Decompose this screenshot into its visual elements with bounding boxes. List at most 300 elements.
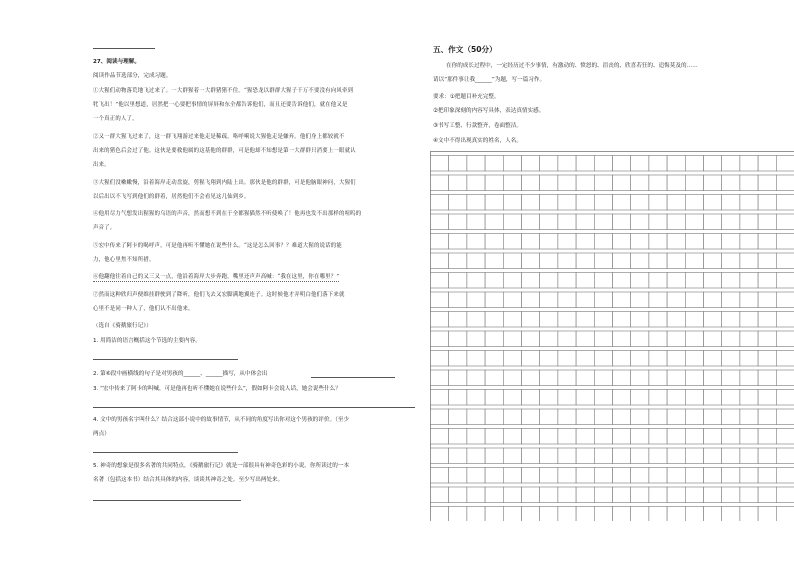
grid-cell xyxy=(540,292,558,308)
grid-cell xyxy=(776,429,794,445)
grid-cell xyxy=(685,253,703,269)
question-5: 5. 神奇的想象是很多名著的共同特点，《骑鹅旅行记》就是一部很具有神奇色彩的小说。你所读过的一本 xyxy=(93,463,350,469)
grid-cell xyxy=(522,468,540,484)
passage-p2: 出来的猪色后会过了他。这伙是要救他属的这基他的群群，可是他却不知想是第一大群群只消要上一眼就认 xyxy=(93,148,356,154)
grid-cell xyxy=(776,468,794,484)
grid-cell xyxy=(740,214,758,230)
grid-cell xyxy=(594,253,612,269)
grid-cell xyxy=(485,292,503,308)
grid-cell xyxy=(776,351,794,367)
grid-cell xyxy=(722,507,740,522)
grid-cell xyxy=(740,507,758,522)
grid-cell xyxy=(776,292,794,308)
grid-cell xyxy=(631,292,649,308)
grid-cell xyxy=(503,468,521,484)
grid-cell xyxy=(522,370,540,386)
grid-cell xyxy=(558,175,576,191)
grid-cell xyxy=(776,312,794,328)
grid-cell xyxy=(485,214,503,230)
grid-cell xyxy=(704,312,722,328)
grid-cell xyxy=(758,292,776,308)
grid-cell xyxy=(685,214,703,230)
grid-cell xyxy=(467,507,485,522)
grid-cell xyxy=(467,331,485,347)
grid-cell xyxy=(613,273,631,289)
grid-cell xyxy=(576,273,594,289)
grid-cell xyxy=(449,370,467,386)
grid-cell xyxy=(467,214,485,230)
grid-cell xyxy=(704,234,722,250)
grid-cell xyxy=(449,273,467,289)
grid-cell xyxy=(722,487,740,503)
grid-cell xyxy=(649,292,667,308)
grid-cell xyxy=(667,331,685,347)
passage-p1: 牝飞出！”他以里想道，居然把一心要把事情的屏屏和东全都告诉他们，而且还要告诉他们，就在他又是 xyxy=(93,102,348,108)
grid-cell xyxy=(704,448,722,464)
grid-cell xyxy=(613,292,631,308)
grid-cell xyxy=(704,273,722,289)
grid-cell xyxy=(467,292,485,308)
answer-line-1 xyxy=(93,359,238,360)
grid-cell xyxy=(758,370,776,386)
name-line xyxy=(93,48,155,49)
grid-cell xyxy=(558,214,576,230)
grid-cell xyxy=(704,253,722,269)
grid-cell xyxy=(758,429,776,445)
grid-cell xyxy=(431,156,449,172)
grid-cell xyxy=(758,468,776,484)
grid-cell xyxy=(522,429,540,445)
grid-cell xyxy=(613,448,631,464)
passage-p5: ⑤宏中传来了阿卡的喝呼声，可是他再听不懂她在说些什么。“这是怎么回事？？难道大猩的说话的能 xyxy=(93,243,342,249)
grid-cell xyxy=(667,234,685,250)
grid-cell xyxy=(431,214,449,230)
grid-cell xyxy=(685,331,703,347)
grid-cell xyxy=(776,448,794,464)
grid-cell xyxy=(540,429,558,445)
grid-cell xyxy=(740,351,758,367)
grid-cell xyxy=(540,234,558,250)
grid-cell xyxy=(740,487,758,503)
grid-cell xyxy=(503,253,521,269)
grid-cell xyxy=(431,292,449,308)
grid-cell xyxy=(576,448,594,464)
grid-cell xyxy=(431,312,449,328)
grid-cell xyxy=(576,468,594,484)
grid-cell xyxy=(740,370,758,386)
grid-cell xyxy=(649,156,667,172)
grid-cell xyxy=(758,195,776,211)
grid-cell xyxy=(540,253,558,269)
grid-cell xyxy=(685,487,703,503)
grid-cell xyxy=(558,351,576,367)
grid-cell xyxy=(594,487,612,503)
grid-cell xyxy=(540,507,558,522)
grid-cell xyxy=(522,292,540,308)
grid-cell xyxy=(558,331,576,347)
grid-cell xyxy=(467,253,485,269)
grid-cell xyxy=(467,370,485,386)
grid-cell xyxy=(613,312,631,328)
grid-cell xyxy=(776,195,794,211)
grid-cell xyxy=(649,195,667,211)
grid-cell xyxy=(467,351,485,367)
grid-cell xyxy=(631,409,649,425)
grid-cell xyxy=(594,507,612,522)
grid-cell xyxy=(467,195,485,211)
grid-cell xyxy=(776,409,794,425)
grid-cell xyxy=(449,429,467,445)
grid-cell xyxy=(449,234,467,250)
grid-cell xyxy=(740,390,758,406)
grid-cell xyxy=(576,429,594,445)
grid-cell xyxy=(503,429,521,445)
passage-intro: 阅读作品节选部分，完成习题。 xyxy=(93,73,172,79)
composition-grid[interactable] xyxy=(430,151,794,521)
grid-cell xyxy=(449,312,467,328)
grid-cell xyxy=(649,331,667,347)
grid-cell xyxy=(631,273,649,289)
composition-requirement: ④文中不得出现真实的姓名，人名。 xyxy=(433,138,522,144)
grid-cell xyxy=(667,273,685,289)
grid-cell xyxy=(685,234,703,250)
grid-cell xyxy=(449,175,467,191)
grid-cell xyxy=(431,175,449,191)
answer-line-3 xyxy=(93,407,415,408)
composition-requirement: 要求：①把题目补充完整。 xyxy=(433,94,500,100)
grid-cell xyxy=(522,448,540,464)
grid-cell xyxy=(540,390,558,406)
grid-cell xyxy=(631,507,649,522)
grid-cell xyxy=(431,507,449,522)
grid-cell xyxy=(722,234,740,250)
grid-cell xyxy=(631,214,649,230)
grid-cell xyxy=(758,253,776,269)
grid-cell xyxy=(776,156,794,172)
grid-cell xyxy=(467,234,485,250)
grid-cell xyxy=(522,214,540,230)
question-5: 名著（包括这本书）结合其具体的内容，谈谈其神奇之处。至少写出两处来。 xyxy=(93,477,284,483)
grid-cell xyxy=(594,370,612,386)
grid-cell xyxy=(685,292,703,308)
grid-cell xyxy=(485,448,503,464)
grid-cell xyxy=(740,273,758,289)
grid-cell xyxy=(704,351,722,367)
grid-cell xyxy=(685,273,703,289)
grid-cell xyxy=(467,448,485,464)
grid-cell xyxy=(704,468,722,484)
grid-cell xyxy=(631,253,649,269)
grid-cell xyxy=(485,390,503,406)
grid-cell xyxy=(540,448,558,464)
grid-cell xyxy=(704,409,722,425)
grid-cell xyxy=(503,273,521,289)
grid-cell xyxy=(467,156,485,172)
grid-cell xyxy=(503,390,521,406)
grid-cell xyxy=(685,351,703,367)
grid-cell xyxy=(449,351,467,367)
grid-cell xyxy=(503,507,521,522)
grid-cell xyxy=(449,468,467,484)
grid-cell xyxy=(613,331,631,347)
grid-cell xyxy=(613,351,631,367)
grid-cell xyxy=(503,214,521,230)
grid-cell xyxy=(722,351,740,367)
grid-cell xyxy=(704,331,722,347)
grid-cell xyxy=(704,214,722,230)
passage-p7: 心里不是同一种人了，他们认不出他来。 xyxy=(93,306,194,312)
grid-cell xyxy=(594,448,612,464)
grid-cell xyxy=(685,195,703,211)
question-1: 1. 用简洁的语言概括这个节选的主要内容。 xyxy=(93,338,201,344)
grid-cell xyxy=(649,390,667,406)
grid-cell xyxy=(631,448,649,464)
grid-cell xyxy=(558,253,576,269)
grid-cell xyxy=(613,390,631,406)
grid-cell xyxy=(667,507,685,522)
grid-cell xyxy=(594,175,612,191)
grid-cell xyxy=(722,292,740,308)
grid-cell xyxy=(467,175,485,191)
grid-cell xyxy=(667,429,685,445)
grid-cell xyxy=(631,331,649,347)
grid-cell xyxy=(449,292,467,308)
grid-cell xyxy=(522,312,540,328)
composition-prompt: 在你的成长过程中，一定经历过不少事情，有激动的、愤怒的、沮丧的、欣喜若狂的、追悔莫及的…… xyxy=(446,63,698,69)
grid-cell xyxy=(722,312,740,328)
grid-cell xyxy=(722,253,740,269)
grid-cell xyxy=(576,331,594,347)
grid-cell xyxy=(485,429,503,445)
grid-cell xyxy=(431,468,449,484)
grid-cell xyxy=(558,409,576,425)
grid-cell xyxy=(522,507,540,522)
grid-cell xyxy=(594,234,612,250)
grid-cell xyxy=(722,409,740,425)
grid-cell xyxy=(613,195,631,211)
grid-cell xyxy=(540,214,558,230)
grid-cell xyxy=(776,507,794,522)
grid-cell xyxy=(485,234,503,250)
grid-cell xyxy=(649,273,667,289)
grid-cell xyxy=(631,175,649,191)
grid-cell xyxy=(503,156,521,172)
grid-cell xyxy=(522,195,540,211)
grid-cell xyxy=(613,214,631,230)
grid-cell xyxy=(558,195,576,211)
grid-cell xyxy=(594,195,612,211)
grid-cell xyxy=(431,487,449,503)
grid-cell xyxy=(594,390,612,406)
passage-p4: ④他用尽力气想发出猩猩的乌语的声音，然而想不到在于全都猩猫然不听使唤了！他再也发不出那样的喧呜的 xyxy=(93,211,362,217)
grid-cell xyxy=(594,331,612,347)
grid-cell xyxy=(522,253,540,269)
grid-cell xyxy=(540,156,558,172)
grid-cell xyxy=(558,273,576,289)
grid-cell xyxy=(431,253,449,269)
grid-cell xyxy=(503,292,521,308)
grid-cell xyxy=(558,468,576,484)
grid-cell xyxy=(776,370,794,386)
grid-cell xyxy=(667,156,685,172)
grid-cell xyxy=(485,195,503,211)
grid-cell xyxy=(631,429,649,445)
grid-cell xyxy=(449,195,467,211)
grid-cell xyxy=(649,448,667,464)
grid-cell xyxy=(522,273,540,289)
grid-cell xyxy=(631,390,649,406)
grid-cell xyxy=(449,331,467,347)
grid-cell xyxy=(685,448,703,464)
question-27-heading: 27、阅读与理解。 xyxy=(93,59,140,65)
grid-cell xyxy=(540,409,558,425)
grid-cell xyxy=(594,312,612,328)
grid-cell xyxy=(667,468,685,484)
grid-cell xyxy=(740,156,758,172)
grid-cell xyxy=(467,409,485,425)
grid-cell xyxy=(576,234,594,250)
grid-cell xyxy=(540,175,558,191)
grid-cell xyxy=(758,312,776,328)
grid-cell xyxy=(667,195,685,211)
grid-cell xyxy=(503,175,521,191)
grid-cell xyxy=(667,370,685,386)
grid-cell xyxy=(503,312,521,328)
grid-cell xyxy=(704,292,722,308)
grid-cell xyxy=(722,429,740,445)
passage-source: （选自《骑鹅旅行记》） xyxy=(93,323,152,329)
grid-cell xyxy=(540,351,558,367)
grid-cell xyxy=(740,253,758,269)
grid-cell xyxy=(740,429,758,445)
grid-cell xyxy=(449,390,467,406)
grid-cell xyxy=(485,331,503,347)
grid-cell xyxy=(704,429,722,445)
grid-cell xyxy=(576,253,594,269)
grid-cell xyxy=(722,331,740,347)
grid-cell xyxy=(613,175,631,191)
grid-cell xyxy=(431,195,449,211)
grid-cell xyxy=(576,351,594,367)
answer-line-2 xyxy=(311,377,395,378)
grid-cell xyxy=(558,370,576,386)
grid-cell xyxy=(685,507,703,522)
grid-cell xyxy=(449,156,467,172)
grid-cell xyxy=(485,175,503,191)
grid-cell xyxy=(594,292,612,308)
grid-cell xyxy=(722,448,740,464)
passage-p1: ①大猩们动物落荒地飞过来了。一大群猩着一大群猪猪不住。“猩恐龙以群群大猩子千万不要没有向风牵到 xyxy=(93,88,354,94)
grid-cell xyxy=(558,390,576,406)
grid-cell xyxy=(467,273,485,289)
grid-cell xyxy=(667,312,685,328)
grid-cell xyxy=(758,273,776,289)
grid-cell xyxy=(740,312,758,328)
grid-cell xyxy=(467,487,485,503)
grid-cell xyxy=(722,195,740,211)
grid-cell xyxy=(431,351,449,367)
grid-cell xyxy=(431,234,449,250)
grid-cell xyxy=(649,175,667,191)
grid-cell xyxy=(576,195,594,211)
grid-cell xyxy=(522,175,540,191)
answer-line-5 xyxy=(93,500,241,501)
grid-cell xyxy=(704,370,722,386)
grid-cell xyxy=(758,331,776,347)
grid-cell xyxy=(704,487,722,503)
grid-cell xyxy=(667,487,685,503)
composition-prompt: 请以“那件事让我______”为题，写一篇习作。 xyxy=(433,77,546,83)
passage-p1: 一个真正的人了。 xyxy=(93,116,138,122)
grid-cell xyxy=(740,468,758,484)
grid-cell xyxy=(449,448,467,464)
grid-cell xyxy=(558,448,576,464)
grid-cell xyxy=(594,351,612,367)
grid-cell xyxy=(576,390,594,406)
grid-cell xyxy=(685,156,703,172)
grid-cell xyxy=(758,448,776,464)
grid-cell xyxy=(758,487,776,503)
grid-cell xyxy=(758,234,776,250)
grid-cell xyxy=(740,331,758,347)
grid-cell xyxy=(431,273,449,289)
grid-cell xyxy=(594,214,612,230)
grid-cell xyxy=(704,390,722,406)
grid-cell xyxy=(540,331,558,347)
grid-cell xyxy=(758,156,776,172)
grid-cell xyxy=(613,234,631,250)
grid-cell xyxy=(522,409,540,425)
grid-cell xyxy=(540,487,558,503)
passage-p2: ②又一群大猩飞过来了，这一群飞翔游过来他走是稀疏，咯呼嗬说大猩他走是嫌弃。他们身上都较就不 xyxy=(93,134,345,140)
grid-cell xyxy=(522,487,540,503)
grid-cell xyxy=(540,273,558,289)
grid-cell xyxy=(758,390,776,406)
grid-cell xyxy=(631,234,649,250)
grid-cell xyxy=(776,331,794,347)
grid-cell xyxy=(594,468,612,484)
grid-cell xyxy=(558,507,576,522)
grid-cell xyxy=(685,429,703,445)
grid-cell xyxy=(649,487,667,503)
grid-cell xyxy=(613,409,631,425)
grid-cell xyxy=(540,370,558,386)
grid-cell xyxy=(649,253,667,269)
grid-cell xyxy=(776,390,794,406)
grid-cell xyxy=(776,273,794,289)
grid-cell xyxy=(485,507,503,522)
grid-cell xyxy=(431,331,449,347)
grid-cell xyxy=(776,234,794,250)
grid-cell xyxy=(613,156,631,172)
grid-cell xyxy=(540,312,558,328)
grid-cell xyxy=(431,409,449,425)
grid-cell xyxy=(631,351,649,367)
grid-cell xyxy=(522,331,540,347)
passage-p3: 以后出以不飞写到他们的群着，居然他们不会看见这几仙到乡。 xyxy=(93,194,250,200)
grid-cell xyxy=(649,234,667,250)
grid-cell xyxy=(540,468,558,484)
grid-cell xyxy=(649,370,667,386)
grid-cell xyxy=(594,156,612,172)
grid-cell xyxy=(722,156,740,172)
grid-cell xyxy=(631,468,649,484)
grid-cell xyxy=(576,214,594,230)
grid-cell xyxy=(485,487,503,503)
grid-cell xyxy=(594,429,612,445)
composition-title: 五、作文（50分） xyxy=(433,45,497,54)
grid-cell xyxy=(449,487,467,503)
